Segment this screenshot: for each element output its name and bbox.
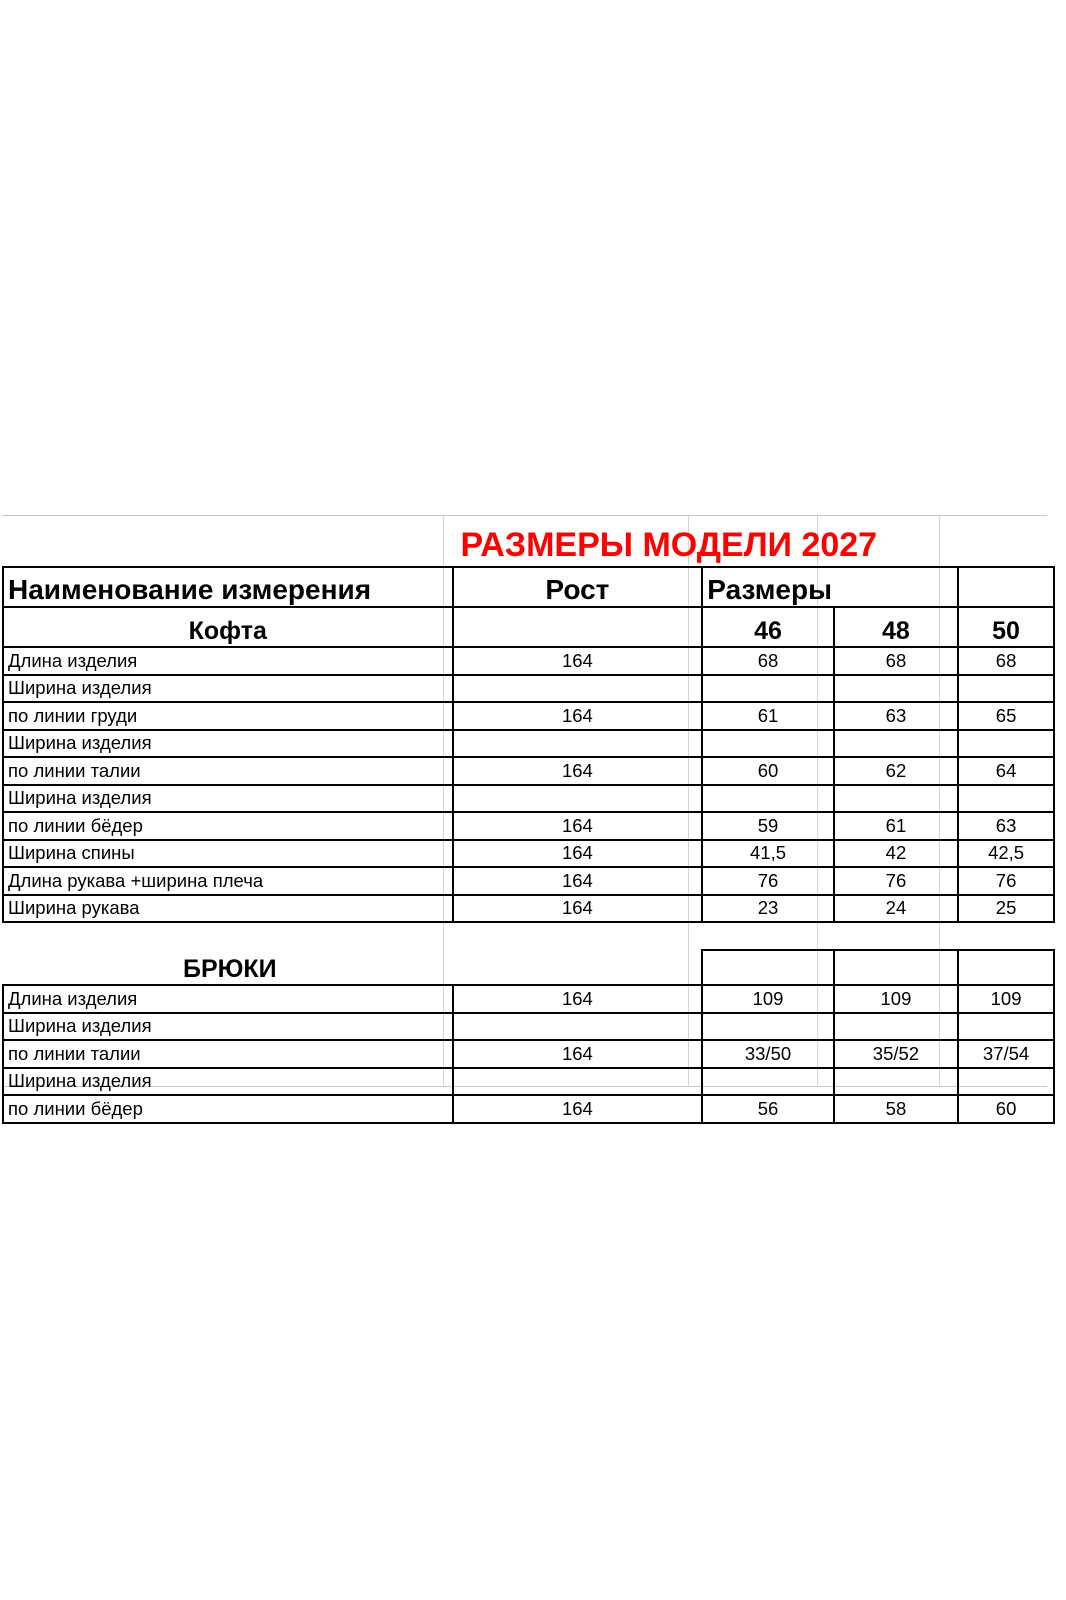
measurement-label: Ширина изделия xyxy=(3,1068,453,1096)
measurement-label: Ширина изделия xyxy=(3,785,453,813)
size-value xyxy=(958,675,1054,703)
height-value: 164 xyxy=(453,647,703,675)
header-height: Рост xyxy=(453,567,703,607)
size-value: 59 xyxy=(702,812,833,840)
height-value xyxy=(453,1068,703,1096)
section-header-row xyxy=(3,607,1054,647)
measurement-label: Ширина изделия xyxy=(3,675,453,703)
measurement-label: Длина рукава +ширина плеча xyxy=(3,867,453,895)
section-name-kofta: Кофта xyxy=(3,607,453,647)
table-row xyxy=(3,895,1054,923)
size-value xyxy=(702,675,833,703)
size-value xyxy=(958,1068,1054,1096)
size-value: 60 xyxy=(702,757,833,785)
size-value xyxy=(702,1068,833,1096)
size-value: 42 xyxy=(834,840,958,868)
height-value xyxy=(453,675,703,703)
table-row xyxy=(3,647,1054,675)
table-row xyxy=(3,730,1054,758)
size-value xyxy=(702,730,833,758)
measurement-label: по линии талии xyxy=(3,757,453,785)
table-row xyxy=(3,867,1054,895)
height-value xyxy=(453,730,703,758)
size-value: 68 xyxy=(834,647,958,675)
size-value: 109 xyxy=(958,985,1054,1013)
measurement-label: по линии бёдер xyxy=(3,812,453,840)
measurement-label: Длина изделия xyxy=(3,647,453,675)
size-value: 35/52 xyxy=(834,1040,958,1068)
size-value: 61 xyxy=(702,702,833,730)
measurement-label: Ширина изделия xyxy=(3,1013,453,1041)
height-value: 164 xyxy=(453,757,703,785)
empty-size-cell xyxy=(834,950,958,985)
table-row xyxy=(3,812,1054,840)
page-title: РАЗМЕРЫ МОДЕЛИ 2027 xyxy=(460,526,878,564)
size-value: 63 xyxy=(834,702,958,730)
size-value: 109 xyxy=(702,985,833,1013)
size-value: 76 xyxy=(702,867,833,895)
height-value xyxy=(453,1013,703,1041)
measurement-label: по линии талии xyxy=(3,1040,453,1068)
size-value xyxy=(834,1068,958,1096)
header-name: Наименование измерения xyxy=(3,567,453,607)
height-value: 164 xyxy=(453,895,703,923)
size-value xyxy=(702,1013,833,1041)
size-value: 42,5 xyxy=(958,840,1054,868)
size-chart-sheet xyxy=(2,515,1047,1119)
measurement-label: по линии бёдер xyxy=(3,1095,453,1123)
measurement-label: Длина изделия xyxy=(3,985,453,1013)
size-value xyxy=(834,730,958,758)
size-value: 37/54 xyxy=(958,1040,1054,1068)
size-value xyxy=(702,785,833,813)
section-name-bryuki: БРЮКИ xyxy=(3,950,453,985)
size-46: 46 xyxy=(702,607,833,647)
size-value xyxy=(834,785,958,813)
size-value: 25 xyxy=(958,895,1054,923)
title-row xyxy=(3,516,1054,567)
size-value: 76 xyxy=(958,867,1054,895)
spacer-row xyxy=(3,922,1054,950)
height-value: 164 xyxy=(453,985,703,1013)
size-50: 50 xyxy=(958,607,1054,647)
table-row xyxy=(3,985,1054,1013)
table-row xyxy=(3,757,1054,785)
size-value: 41,5 xyxy=(702,840,833,868)
size-value: 56 xyxy=(702,1095,833,1123)
size-value: 24 xyxy=(834,895,958,923)
height-value: 164 xyxy=(453,812,703,840)
height-value: 164 xyxy=(453,840,703,868)
table-row xyxy=(3,1013,1054,1041)
size-value: 61 xyxy=(834,812,958,840)
size-table xyxy=(2,516,1055,1124)
size-value xyxy=(958,730,1054,758)
size-value xyxy=(834,675,958,703)
size-value: 65 xyxy=(958,702,1054,730)
table-row xyxy=(3,1040,1054,1068)
empty-size-cell xyxy=(702,950,833,985)
height-value: 164 xyxy=(453,702,703,730)
height-value: 164 xyxy=(453,867,703,895)
table-row xyxy=(3,840,1054,868)
size-value: 68 xyxy=(958,647,1054,675)
header-row xyxy=(3,567,1054,607)
header-sizes: Размеры xyxy=(702,567,833,607)
section-header-row xyxy=(3,950,1054,985)
size-48: 48 xyxy=(834,607,958,647)
size-value: 60 xyxy=(958,1095,1054,1123)
empty-size-cell xyxy=(958,950,1054,985)
measurement-label: Ширина рукава xyxy=(3,895,453,923)
size-value: 62 xyxy=(834,757,958,785)
measurement-label: Ширина спины xyxy=(3,840,453,868)
size-value xyxy=(958,1013,1054,1041)
table-row xyxy=(3,1095,1054,1123)
size-value: 76 xyxy=(834,867,958,895)
size-value: 109 xyxy=(834,985,958,1013)
measurement-label: по линии груди xyxy=(3,702,453,730)
measurement-label: Ширина изделия xyxy=(3,730,453,758)
size-value xyxy=(834,1013,958,1041)
size-value xyxy=(958,785,1054,813)
size-value: 63 xyxy=(958,812,1054,840)
height-value: 164 xyxy=(453,1040,703,1068)
table-row xyxy=(3,702,1054,730)
size-value: 23 xyxy=(702,895,833,923)
table-row xyxy=(3,785,1054,813)
size-value: 64 xyxy=(958,757,1054,785)
table-row xyxy=(3,1068,1054,1096)
height-value xyxy=(453,785,703,813)
size-value: 58 xyxy=(834,1095,958,1123)
size-value: 68 xyxy=(702,647,833,675)
height-value: 164 xyxy=(453,1095,703,1123)
size-value: 33/50 xyxy=(702,1040,833,1068)
table-row xyxy=(3,675,1054,703)
